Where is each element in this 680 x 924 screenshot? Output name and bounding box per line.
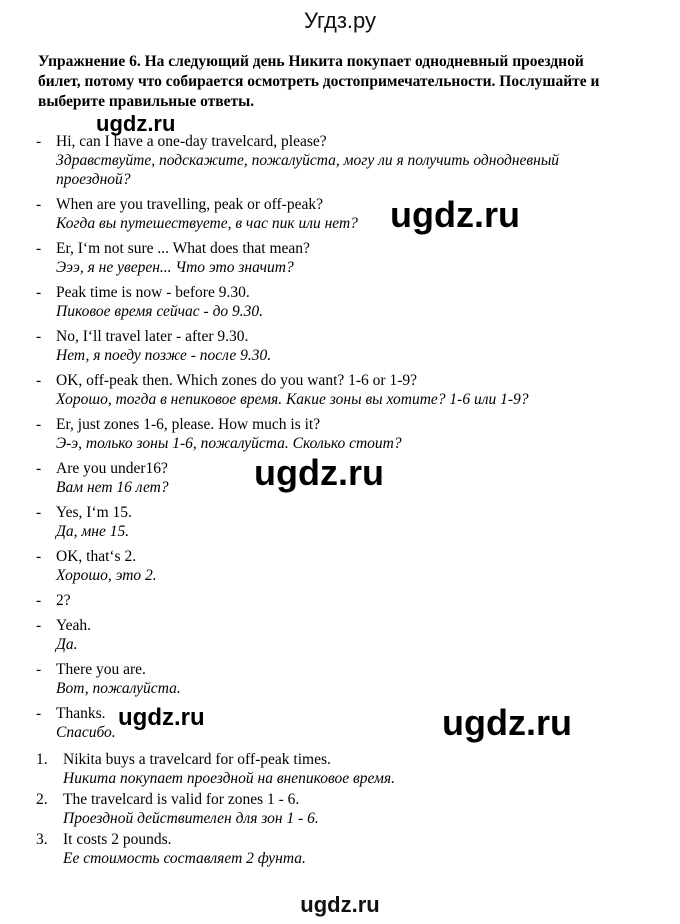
dash-bullet: - (36, 196, 42, 213)
dialogue-line (36, 547, 636, 585)
line-russian: Вот, пожалуйста. (56, 680, 181, 697)
dash-bullet: - (36, 372, 42, 389)
line-russian: Хорошо, тогда в непиковое время. Какие зоны вы хотите? 1-6 или 1-9? (56, 391, 529, 408)
dialogue-line (36, 371, 636, 409)
line-english: No, I‘ll travel later - after 9.30. (56, 328, 249, 345)
watermark: ugdz.ru (96, 111, 176, 136)
dash-bullet: - (36, 416, 42, 433)
dialogue-line (36, 132, 636, 189)
dialogue-line (36, 239, 636, 277)
line-english: Hi, can I have a one-day travelcard, please? (56, 133, 327, 150)
line-russian: Да. (56, 636, 78, 653)
answer-english: The travelcard is valid for zones 1 - 6. (63, 791, 300, 808)
line-english: When are you travelling, peak or off-peak? (56, 196, 323, 213)
dash-bullet: - (36, 328, 42, 345)
site-title: Угдз.ру (303, 8, 377, 33)
line-english: Are you under16? (56, 460, 168, 477)
watermark: ugdz.ru (442, 702, 572, 743)
dialogue-line (36, 660, 636, 698)
line-english: Er, I‘m not sure ... What does that mean? (56, 240, 310, 257)
dialogue-line (36, 327, 636, 365)
answer-number: 3. (36, 831, 48, 848)
line-russian: Нет, я поеду позже - после 9.30. (56, 347, 272, 364)
answer-russian: Проездной действителен для зон 1 - 6. (63, 810, 319, 827)
line-russian: Да, мне 15. (56, 523, 130, 540)
dash-bullet: - (36, 504, 42, 521)
answer-english: It costs 2 pounds. (63, 831, 172, 848)
dash-bullet: - (36, 240, 42, 257)
line-russian: Здравствуйте, подскажите, пожалуйста, могу ли я получить однодневный проездной? (56, 152, 560, 188)
line-english: 2? (56, 592, 71, 609)
answer-number: 1. (36, 751, 48, 768)
watermark: ugdz.ru (390, 194, 520, 235)
dash-bullet: - (36, 661, 42, 678)
line-english: Er, just zones 1-6, please. How much is it? (56, 416, 321, 433)
answer-russian: Никита покупает проездной на внепиковое время. (63, 770, 395, 787)
dash-bullet: - (36, 133, 42, 150)
line-english: OK, off-peak then. Which zones do you want? 1-6 or 1-9? (56, 372, 417, 389)
line-english: Yes, I‘m 15. (56, 504, 132, 521)
line-english: Peak time is now - before 9.30. (56, 284, 250, 301)
answer-item (36, 750, 636, 788)
dash-bullet: - (36, 592, 42, 609)
dash-bullet: - (36, 617, 42, 634)
answer-item (36, 790, 636, 828)
line-russian: Пиковое время сейчас - до 9.30. (56, 303, 264, 320)
dash-bullet: - (36, 548, 42, 565)
line-russian: Вам нет 16 лет? (56, 479, 169, 496)
line-english: Thanks. (56, 705, 106, 722)
line-russian: Когда вы путешествуете, в час пик или нет? (56, 215, 358, 232)
site-footer: ugdz.ru (300, 892, 380, 917)
answer-item (36, 830, 636, 868)
line-english: Yeah. (56, 617, 92, 634)
dash-bullet: - (36, 705, 42, 722)
answers-list (36, 750, 636, 870)
line-russian: Эээ, я не уверен... Что это значит? (56, 259, 294, 276)
answer-russian: Ее стоимость составляет 2 фунта. (63, 850, 306, 867)
line-english: There you are. (56, 661, 146, 678)
dialogue (36, 132, 636, 748)
line-russian: Э-э, только зоны 1-6, пожалуйста. Сколько стоит? (56, 435, 402, 452)
answer-number: 2. (36, 791, 48, 808)
dialogue-line (36, 503, 636, 541)
dialogue-line (36, 616, 636, 654)
answer-english: Nikita buys a travelcard for off-peak times. (63, 751, 331, 768)
dialogue-line (36, 283, 636, 321)
line-english: OK, that‘s 2. (56, 548, 137, 565)
dialogue-line (36, 591, 636, 610)
dash-bullet: - (36, 460, 42, 477)
watermark: ugdz.ru (254, 452, 384, 493)
dash-bullet: - (36, 284, 42, 301)
dialogue-line (36, 415, 636, 453)
line-russian: Спасибо. (56, 724, 116, 741)
dialogue-line (36, 195, 636, 233)
line-russian: Хорошо, это 2. (56, 567, 157, 584)
watermark: ugdz.ru (118, 704, 205, 731)
exercise-title: Упражнение 6. На следующий день Никита покупает однодневный проездной билет, потому что собирается осмотреть достопримечательности. Послушайте и выберите правильные ответы. (38, 53, 600, 110)
